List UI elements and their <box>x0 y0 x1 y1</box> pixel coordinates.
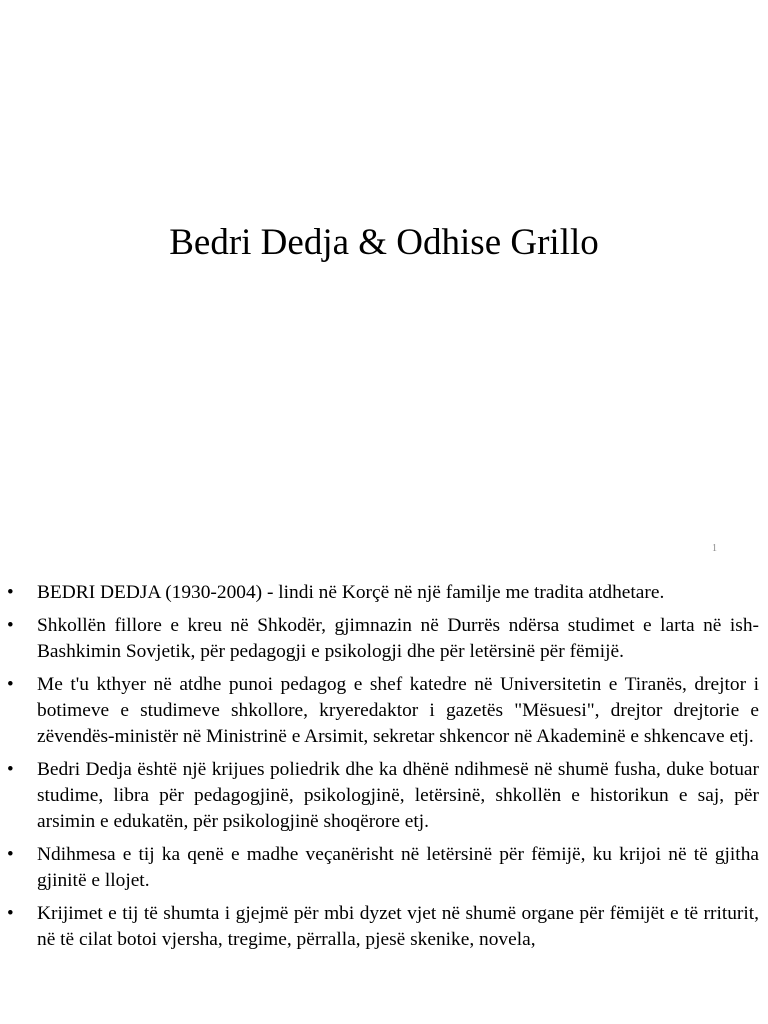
bullet-marker: • <box>7 844 14 865</box>
bullet-marker: • <box>7 759 14 780</box>
bullet-item <box>0 580 768 606</box>
bullet-item <box>0 672 768 750</box>
bullet-marker: • <box>7 582 14 603</box>
bullet-text: BEDRI DEDJA (1930-2004) - lindi në Korçë në një familje me tradita atdhetare. <box>37 582 665 603</box>
bullet-item <box>0 842 768 894</box>
bullet-text: Bedri Dedja është një krijues poliedrik dhe ka dhënë ndihmesë në shumë fusha, duke botuar studime, libra për pedagogjinë, psikologjinë, letërsinë, shkollën e historikun e saj, për arsimin e edukatën, për psikologjinë shoqërore etj. <box>37 759 759 832</box>
bullet-text: Shkollën fillore e kreu në Shkodër, gjimnazin në Durrës ndërsa studimet e larta në ish- Bashkimin Sovjetik, për pedagogji e psikologji dhe për letërsinë për fëmijë. <box>37 615 759 662</box>
bullet-list <box>0 580 768 960</box>
bullet-item <box>0 613 768 665</box>
bullet-text: Ndihmesa e tij ka qenë e madhe veçanërisht në letërsinë për fëmijë, ku krijoi në të gjitha gjinitë e llojet. <box>37 844 759 891</box>
page-number: 1 <box>712 543 717 554</box>
bullet-item <box>0 757 768 835</box>
bullet-marker: • <box>7 903 14 924</box>
bullet-item <box>0 901 768 953</box>
bullet-text: Krijimet e tij të shumta i gjejmë për mbi dyzet vjet në shumë organe për fëmijët e të rriturit, në të cilat botoi vjersha, tregime, përralla, pjesë skenike, novela, <box>37 903 759 950</box>
bullet-marker: • <box>7 615 14 636</box>
bullet-text: Me t'u kthyer në atdhe punoi pedagog e shef katedre në Universitetin e Tiranës, drejtor i botimeve e studimeve shkollore, kryeredaktor i gazetës "Mësuesi", drejtor drejtorie e zëvendës-ministër në Ministrinë e Arsimit, sekretar shkencor në Akademinë e shkencave etj. <box>37 674 759 747</box>
content-slide <box>0 576 768 1024</box>
bullet-marker: • <box>7 674 14 695</box>
slide-title: Bedri Dedja & Odhise Grillo <box>169 222 599 263</box>
